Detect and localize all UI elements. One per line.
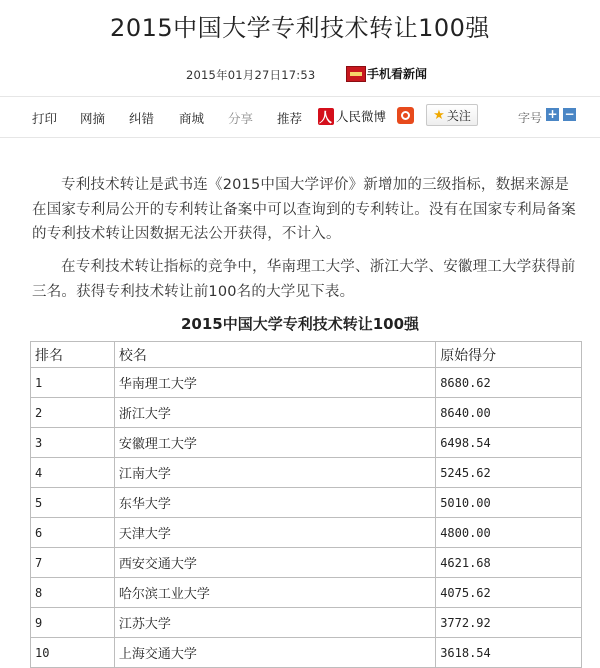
header-rank: 排名 — [31, 342, 115, 368]
article-title: 2015中国大学专利技术转让100强 — [110, 14, 490, 42]
share-label: 分享 — [228, 111, 254, 126]
table-row — [31, 398, 582, 428]
print-link[interactable]: 打印 — [32, 111, 58, 126]
score-cell: 6498.54 — [436, 428, 582, 458]
score-cell: 5010.00 — [436, 488, 582, 518]
score-cell: 3618.54 — [436, 638, 582, 668]
rank-cell: 1 — [31, 368, 115, 398]
correct-link[interactable]: 纠错 — [129, 111, 155, 126]
score-cell: 4621.68 — [436, 548, 582, 578]
rank-cell: 5 — [31, 488, 115, 518]
header-score: 原始得分 — [436, 342, 582, 368]
table-row — [31, 548, 582, 578]
table-row — [31, 458, 582, 488]
score-cell: 8680.62 — [436, 368, 582, 398]
table-row — [31, 638, 582, 668]
rank-cell: 8 — [31, 578, 115, 608]
rank-cell: 9 — [31, 608, 115, 638]
web-digest-link[interactable]: 网摘 — [80, 111, 106, 126]
rss-icon[interactable] — [397, 107, 414, 124]
font-increase-button[interactable]: + — [547, 107, 558, 121]
rank-cell: 6 — [31, 518, 115, 548]
star-icon: ★ — [433, 107, 445, 123]
body-paragraph-2: 在专利技术转让指标的竞争中，华南理工大学、浙江大学、安徽理工大学获得前三名。获得专利技术转让前100名的大学见下表。 — [32, 259, 576, 300]
weibo-label: 人民微博 — [336, 109, 387, 124]
school-cell: 上海交通大学 — [114, 638, 435, 668]
school-cell: 华南理工大学 — [114, 368, 435, 398]
font-decrease-button[interactable]: − — [564, 107, 575, 121]
weibo-share-button[interactable] — [318, 107, 386, 125]
table-row — [31, 428, 582, 458]
table-header-row — [31, 342, 582, 368]
school-cell: 西安交通大学 — [114, 548, 435, 578]
table-row — [31, 518, 582, 548]
score-cell: 4800.00 — [436, 518, 582, 548]
header-school: 校名 — [114, 342, 435, 368]
rank-cell: 2 — [31, 398, 115, 428]
article-toolbar — [0, 96, 600, 138]
mobile-news-label[interactable]: 手机看新闻 — [367, 67, 428, 81]
font-size-label: 字号 — [518, 111, 543, 125]
table-row — [31, 488, 582, 518]
rank-cell: 7 — [31, 548, 115, 578]
score-cell: 8640.00 — [436, 398, 582, 428]
mobile-news-icon — [346, 66, 366, 82]
table-title: 2015中国大学专利技术转让100强 — [180, 315, 420, 333]
article-meta — [0, 64, 600, 84]
body-paragraph-1: 专利技术转让是武书连《2015中国大学评价》新增加的三级指标，数据来源是在国家专利局公开的专利转让备案中可以查询到的专利转让。没有在国家专利局备案的专利技术转让因数据无法公开获得，不计入。 — [32, 177, 576, 242]
school-cell: 天津大学 — [114, 518, 435, 548]
mobile-news-link[interactable] — [346, 65, 427, 82]
follow-label: 关注 — [446, 108, 471, 123]
follow-button[interactable] — [426, 104, 478, 126]
weibo-icon — [318, 108, 334, 125]
school-cell: 江南大学 — [114, 458, 435, 488]
recommend-link[interactable]: 推荐 — [277, 111, 303, 126]
publish-date: 2015年01月27日17:53 — [186, 68, 316, 82]
ranking-table — [30, 341, 582, 668]
school-cell: 东华大学 — [114, 488, 435, 518]
school-cell: 哈尔滨工业大学 — [114, 578, 435, 608]
school-cell: 江苏大学 — [114, 608, 435, 638]
mall-link[interactable]: 商城 — [179, 111, 205, 126]
score-cell: 3772.92 — [436, 608, 582, 638]
school-cell: 浙江大学 — [114, 398, 435, 428]
rank-cell: 4 — [31, 458, 115, 488]
table-row — [31, 608, 582, 638]
rank-cell: 3 — [31, 428, 115, 458]
school-cell: 安徽理工大学 — [114, 428, 435, 458]
score-cell: 5245.62 — [436, 458, 582, 488]
table-body — [31, 368, 582, 668]
table-row — [31, 368, 582, 398]
rank-cell: 10 — [31, 638, 115, 668]
score-cell: 4075.62 — [436, 578, 582, 608]
table-row — [31, 578, 582, 608]
